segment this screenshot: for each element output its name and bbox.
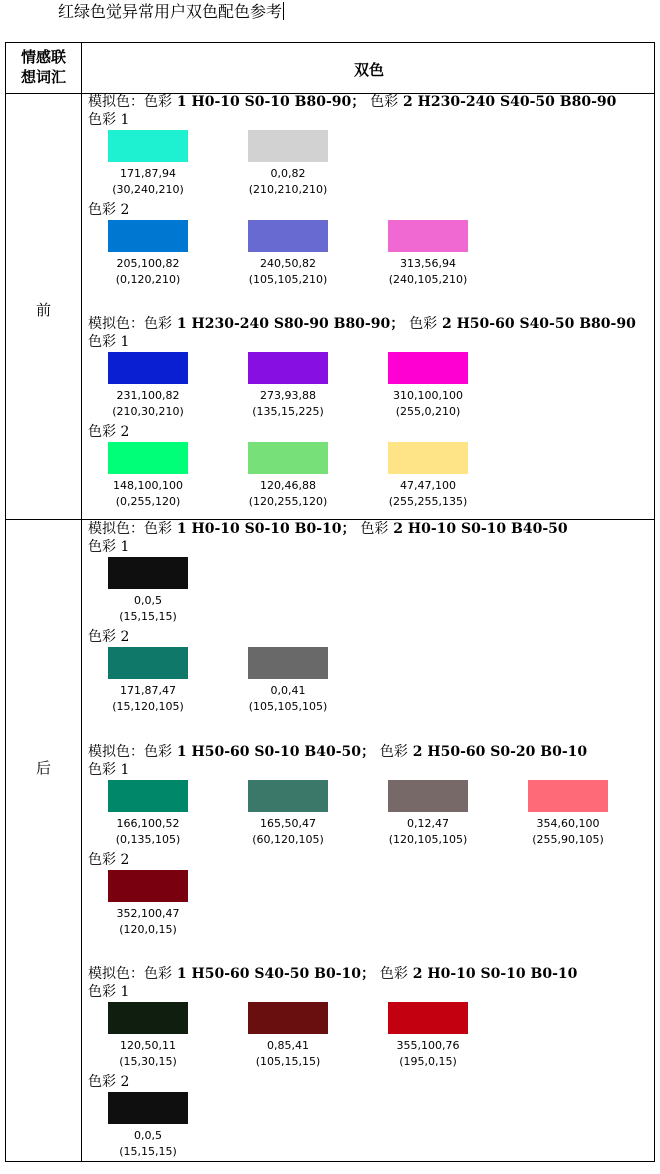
swatch-rgb-value: (0,120,210) bbox=[115, 273, 181, 286]
swatch-row bbox=[88, 557, 648, 629]
scheme-header-color2: 2 H0-10 S0-10 B40-50 bbox=[388, 521, 568, 537]
color-group-label: 色彩 2 bbox=[88, 852, 130, 868]
color-group-label: 色彩 2 bbox=[88, 424, 130, 440]
swatch-chip bbox=[248, 1002, 328, 1034]
color-swatch bbox=[88, 780, 208, 852]
swatch-hsb-value: 171,87,47 bbox=[120, 684, 176, 697]
swatch-hsb-value: 47,47,100 bbox=[400, 479, 456, 492]
scheme-header-color2: 2 H50-60 S40-50 B80-90 bbox=[437, 316, 636, 332]
swatch-chip bbox=[248, 220, 328, 252]
color-scheme-section bbox=[88, 94, 648, 292]
scheme-header bbox=[88, 521, 648, 539]
color-swatch bbox=[228, 352, 348, 424]
swatch-row bbox=[88, 780, 648, 852]
swatch-row bbox=[88, 220, 648, 292]
swatch-hsb-value: 0,85,41 bbox=[267, 1039, 309, 1052]
scheme-header bbox=[88, 94, 648, 112]
swatch-hsb-value: 165,50,47 bbox=[260, 817, 316, 830]
scheme-header-color1: 1 H0-10 S0-10 B80-90； bbox=[172, 94, 371, 110]
color-group-label: 色彩 1 bbox=[88, 112, 130, 128]
scheme-header-mid: 色彩 bbox=[379, 966, 408, 982]
swatch-chip bbox=[108, 870, 188, 902]
scheme-header-color2: 2 H0-10 S0-10 B0-10 bbox=[407, 966, 578, 982]
swatch-hsb-value: 354,60,100 bbox=[536, 817, 600, 830]
color-swatch bbox=[228, 780, 348, 852]
swatch-chip bbox=[248, 130, 328, 162]
swatch-hsb-value: 310,100,100 bbox=[393, 389, 463, 402]
text-cursor bbox=[283, 2, 284, 20]
swatch-rgb-value: (120,105,105) bbox=[388, 833, 468, 846]
swatch-hsb-value: 0,0,82 bbox=[270, 167, 306, 180]
swatch-rgb-value: (30,240,210) bbox=[112, 183, 184, 196]
swatch-chip bbox=[108, 442, 188, 474]
color-swatch bbox=[88, 220, 208, 292]
swatch-row bbox=[88, 1092, 648, 1164]
color-scheme-section bbox=[88, 521, 648, 719]
color-group-label: 色彩 1 bbox=[88, 984, 130, 1000]
swatch-chip bbox=[388, 780, 468, 812]
scheme-header-mid: 色彩 bbox=[379, 744, 408, 760]
swatch-rgb-value: (120,255,120) bbox=[248, 495, 328, 508]
color-swatch bbox=[228, 647, 348, 719]
swatch-rgb-value: (255,255,135) bbox=[388, 495, 468, 508]
scheme-header-color1: 1 H50-60 S0-10 B40-50； bbox=[172, 744, 380, 760]
scheme-header-color2: 2 H50-60 S0-20 B0-10 bbox=[407, 744, 588, 760]
scheme-header-mid: 色彩 bbox=[360, 521, 389, 537]
color-swatch bbox=[88, 1002, 208, 1074]
swatch-hsb-value: 171,87,94 bbox=[120, 167, 176, 180]
column-divider bbox=[81, 43, 82, 1161]
swatch-rgb-value: (15,120,105) bbox=[112, 700, 184, 713]
color-swatch bbox=[368, 220, 488, 292]
scheme-header-mid: 色彩 bbox=[370, 94, 399, 110]
swatch-chip bbox=[528, 780, 608, 812]
color-swatch bbox=[88, 442, 208, 514]
color-scheme-section bbox=[88, 966, 648, 1164]
color-swatch bbox=[88, 557, 208, 629]
swatch-rgb-value: (15,30,15) bbox=[119, 1055, 177, 1068]
scheme-header-prefix: 模拟色：色彩 bbox=[88, 316, 172, 332]
swatch-rgb-value: (0,255,120) bbox=[115, 495, 181, 508]
swatch-hsb-value: 0,12,47 bbox=[407, 817, 449, 830]
swatch-hsb-value: 240,50,82 bbox=[260, 257, 316, 270]
swatch-chip bbox=[248, 780, 328, 812]
scheme-header-color2: 2 H230-240 S40-50 B80-90 bbox=[398, 94, 617, 110]
color-swatch bbox=[88, 1092, 208, 1164]
swatch-rgb-value: (0,135,105) bbox=[115, 833, 181, 846]
swatch-rgb-value: (60,120,105) bbox=[252, 833, 324, 846]
swatch-row bbox=[88, 352, 648, 424]
swatch-rgb-value: (120,0,15) bbox=[119, 923, 177, 936]
swatch-hsb-value: 120,46,88 bbox=[260, 479, 316, 492]
swatch-rgb-value: (105,105,210) bbox=[248, 273, 328, 286]
color-swatch bbox=[228, 220, 348, 292]
scheme-header-color1: 1 H0-10 S0-10 B0-10； bbox=[172, 521, 361, 537]
scheme-header-color1: 1 H230-240 S80-90 B80-90； bbox=[172, 316, 410, 332]
swatch-rgb-value: (15,15,15) bbox=[119, 610, 177, 623]
swatch-rgb-value: (255,90,105) bbox=[532, 833, 604, 846]
color-swatch bbox=[368, 1002, 488, 1074]
scheme-header bbox=[88, 744, 648, 762]
swatch-chip bbox=[388, 442, 468, 474]
row-divider bbox=[6, 519, 654, 520]
color-swatch bbox=[508, 780, 628, 852]
swatch-hsb-value: 0,0,5 bbox=[134, 594, 162, 607]
scheme-header-color1: 1 H50-60 S40-50 B0-10； bbox=[172, 966, 380, 982]
swatch-hsb-value: 0,0,41 bbox=[270, 684, 306, 697]
color-swatch bbox=[368, 352, 488, 424]
swatch-chip bbox=[108, 1092, 188, 1124]
swatch-chip bbox=[108, 647, 188, 679]
swatch-hsb-value: 313,56,94 bbox=[400, 257, 456, 270]
swatch-hsb-value: 205,100,82 bbox=[116, 257, 180, 270]
swatch-rgb-value: (105,105,105) bbox=[248, 700, 328, 713]
swatch-rgb-value: (240,105,210) bbox=[388, 273, 468, 286]
scheme-header-mid: 色彩 bbox=[409, 316, 438, 332]
swatch-rgb-value: (135,15,225) bbox=[252, 405, 324, 418]
swatch-chip bbox=[108, 220, 188, 252]
swatch-chip bbox=[108, 557, 188, 589]
swatch-chip bbox=[108, 780, 188, 812]
swatch-rgb-value: (210,30,210) bbox=[112, 405, 184, 418]
swatch-hsb-value: 166,100,52 bbox=[116, 817, 180, 830]
swatch-chip bbox=[248, 647, 328, 679]
color-group-label: 色彩 1 bbox=[88, 539, 130, 555]
color-group-label: 色彩 2 bbox=[88, 1074, 130, 1090]
swatch-row bbox=[88, 647, 648, 719]
color-group-label: 色彩 1 bbox=[88, 762, 130, 778]
color-swatch bbox=[228, 130, 348, 202]
swatch-rgb-value: (255,0,210) bbox=[395, 405, 461, 418]
swatch-row bbox=[88, 442, 648, 514]
swatch-rgb-value: (15,15,15) bbox=[119, 1145, 177, 1158]
color-swatch bbox=[368, 780, 488, 852]
scheme-header bbox=[88, 966, 648, 984]
swatch-hsb-value: 120,50,11 bbox=[120, 1039, 176, 1052]
color-swatch bbox=[368, 442, 488, 514]
color-group-label: 色彩 2 bbox=[88, 629, 130, 645]
swatch-chip bbox=[248, 352, 328, 384]
swatch-chip bbox=[248, 442, 328, 474]
color-swatch bbox=[88, 352, 208, 424]
swatch-chip bbox=[108, 130, 188, 162]
swatch-row bbox=[88, 870, 648, 942]
color-scheme-section bbox=[88, 744, 648, 942]
swatch-hsb-value: 355,100,76 bbox=[396, 1039, 460, 1052]
swatch-chip bbox=[108, 1002, 188, 1034]
column-header-emotion: 情感联 想词汇 bbox=[20, 48, 66, 86]
color-swatch bbox=[88, 870, 208, 942]
swatch-hsb-value: 273,93,88 bbox=[260, 389, 316, 402]
row-label-after: 后 bbox=[35, 759, 51, 777]
color-swatch bbox=[88, 647, 208, 719]
swatch-hsb-value: 148,100,100 bbox=[113, 479, 183, 492]
scheme-header-prefix: 模拟色：色彩 bbox=[88, 744, 172, 760]
page-title: 红绿色觉异常用户双色配色参考 bbox=[58, 2, 283, 21]
swatch-chip bbox=[388, 1002, 468, 1034]
swatch-rgb-value: (210,210,210) bbox=[248, 183, 328, 196]
color-group-label: 色彩 1 bbox=[88, 334, 130, 350]
swatch-row bbox=[88, 1002, 648, 1074]
color-swatch bbox=[228, 442, 348, 514]
row-label-before: 前 bbox=[35, 301, 51, 319]
color-swatch bbox=[228, 1002, 348, 1074]
scheme-header-prefix: 模拟色：色彩 bbox=[88, 94, 172, 110]
color-scheme-section bbox=[88, 316, 648, 514]
swatch-chip bbox=[108, 352, 188, 384]
swatch-chip bbox=[388, 220, 468, 252]
color-swatch bbox=[88, 130, 208, 202]
swatch-row bbox=[88, 130, 648, 202]
scheme-header bbox=[88, 316, 648, 334]
column-header-dual-color: 双色 bbox=[353, 61, 384, 79]
swatch-hsb-value: 0,0,5 bbox=[134, 1129, 162, 1142]
scheme-header-prefix: 模拟色：色彩 bbox=[88, 966, 172, 982]
scheme-header-prefix: 模拟色：色彩 bbox=[88, 521, 172, 537]
swatch-hsb-value: 352,100,47 bbox=[116, 907, 180, 920]
swatch-rgb-value: (195,0,15) bbox=[399, 1055, 457, 1068]
color-group-label: 色彩 2 bbox=[88, 202, 130, 218]
swatch-chip bbox=[388, 352, 468, 384]
swatch-hsb-value: 231,100,82 bbox=[116, 389, 180, 402]
swatch-rgb-value: (105,15,15) bbox=[255, 1055, 321, 1068]
